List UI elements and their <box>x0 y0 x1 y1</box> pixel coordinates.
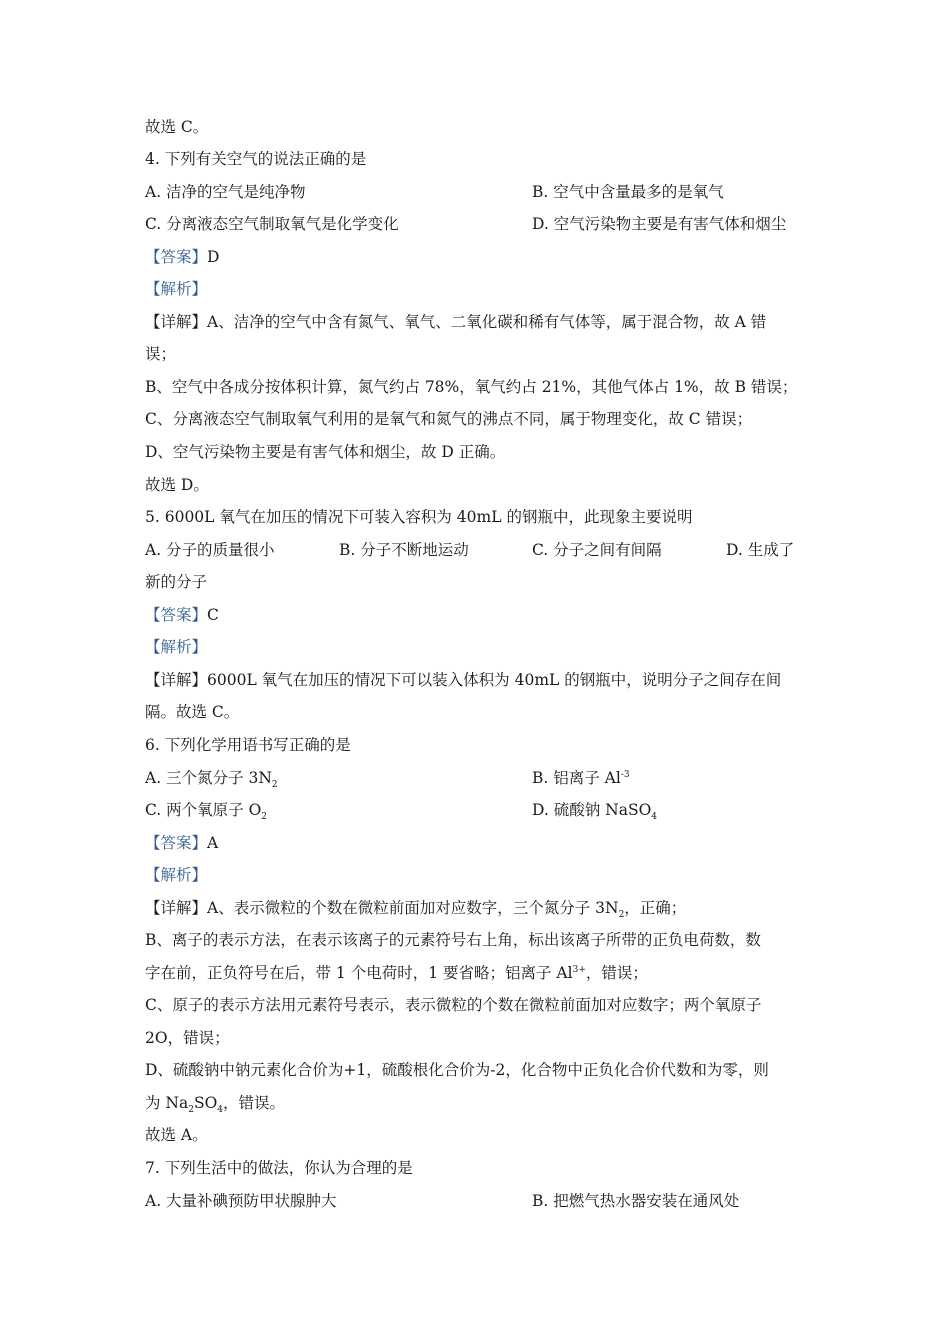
q4-answer <box>145 246 219 268</box>
q5-option-d-continued: 新的分子 <box>145 573 208 591</box>
q5-stem: 5. 6000L 氧气在加压的情况下可装入容积为 40mL 的钢瓶中，此现象主要说明 <box>145 508 693 526</box>
detail-tag: 【详解】 <box>145 671 208 689</box>
detail-text: A、洁净的空气中含有氮气、氧气、二氧化碳和稀有气体等，属于混合物，故 A 错 <box>207 313 767 331</box>
q6-detail-1 <box>145 897 686 919</box>
q5-option-c: C. 分子之间有间隔 <box>532 541 662 559</box>
option-text: B. 铝离子 Al <box>532 769 621 787</box>
subscript: 2 <box>188 1105 194 1116</box>
option-text: C. 两个氧原子 O <box>145 801 262 819</box>
q5-option-a: A. 分子的质量很小 <box>145 541 275 559</box>
q5-option-b: B. 分子不断地运动 <box>339 541 469 559</box>
q6-conclusion: 故选 A。 <box>145 1126 208 1144</box>
q6-detail-3 <box>145 962 648 984</box>
subscript: 2 <box>618 910 625 921</box>
detail-tag: 【详解】 <box>145 899 208 917</box>
detail-text: 为 Na <box>145 1094 189 1112</box>
detail-text: ，错误。 <box>223 1094 286 1112</box>
q5-option-d: D. 生成了 <box>726 541 795 559</box>
detail-text: ，错误； <box>585 964 648 982</box>
answer-tag: 【答案】 <box>145 248 208 266</box>
detail-text: 6000L 氧气在加压的情况下可以装入体积为 40mL 的钢瓶中，说明分子之间存在间 <box>207 671 782 689</box>
q6-detail-5: 2O，错误； <box>145 1029 230 1047</box>
q4-option-a: A. 洁净的空气是纯净物 <box>145 183 306 201</box>
q4-conclusion: 故选 D。 <box>145 476 209 494</box>
answer-value: C <box>207 606 219 624</box>
q7-stem: 7. 下列生活中的做法，你认为合理的是 <box>145 1159 413 1177</box>
q6-stem: 6. 下列化学用语书写正确的是 <box>145 736 351 754</box>
subscript: 4 <box>217 1105 224 1116</box>
q7-option-b: B. 把燃气热水器安装在通风处 <box>532 1192 740 1210</box>
q6-option-c <box>145 799 267 821</box>
detail-text: ，正确； <box>624 899 687 917</box>
q6-option-b <box>532 767 630 789</box>
q6-detail-2: B、离子的表示方法，在表示该离子的元素符号右上角，标出该离子所带的正负电荷数，数 <box>145 931 761 949</box>
detail-text: 字在前，正负符号在后，带 1 个电荷时，1 要省略；铝离子 Al <box>145 964 573 982</box>
answer-tag: 【答案】 <box>145 606 208 624</box>
q7-option-a: A. 大量补碘预防甲状腺肿大 <box>145 1192 337 1210</box>
q6-option-d <box>532 799 657 821</box>
q6-option-a <box>145 767 278 789</box>
q4-analysis-tag: 【解析】 <box>145 280 208 298</box>
q6-detail-7 <box>145 1092 285 1114</box>
detail-tag: 【详解】 <box>145 313 208 331</box>
q4-option-d: D. 空气污染物主要是有害气体和烟尘 <box>532 215 787 233</box>
q4-detail-1 <box>145 311 766 333</box>
answer-value: A <box>207 834 219 852</box>
option-text: A. 三个氮分子 3N <box>145 769 272 787</box>
superscript: 3+ <box>572 964 586 975</box>
q6-answer <box>145 832 218 854</box>
q6-detail-6: D、硫酸钠中钠元素化合价为+1，硫酸根化合价为-2，化合物中正负化合价代数和为零，则 <box>145 1061 769 1079</box>
q4-option-c: C. 分离液态空气制取氧气是化学变化 <box>145 215 399 233</box>
q5-detail-2: 隔。故选 C。 <box>145 703 240 721</box>
detail-text: A、表示微粒的个数在微粒前面加对应数字，三个氮分子 3N <box>207 899 619 917</box>
answer-tag: 【答案】 <box>145 834 208 852</box>
q4-detail-2: 误； <box>145 345 177 363</box>
subscript: 2 <box>271 780 278 791</box>
q4-detail-5: D、空气污染物主要是有害气体和烟尘，故 D 正确。 <box>145 443 506 461</box>
detail-text: SO <box>193 1094 218 1112</box>
q4-detail-4: C、分离液态空气制取氧气利用的是氧气和氮气的沸点不同，属于物理变化，故 C 错误； <box>145 410 753 428</box>
q4-stem: 4. 下列有关空气的说法正确的是 <box>145 150 367 168</box>
superscript: -3 <box>620 769 630 780</box>
option-text: D. 硫酸钠 NaSO <box>532 801 652 819</box>
q5-analysis-tag: 【解析】 <box>145 638 208 656</box>
subscript: 4 <box>651 812 658 823</box>
answer-value: D <box>207 248 220 266</box>
q4-detail-3: B、空气中各成分按体积计算，氮气约占 78%，氧气约占 21%，其他气体占 1%，故 B 错误； <box>145 378 798 396</box>
q3-conclusion: 故选 C。 <box>145 118 209 136</box>
q6-analysis-tag: 【解析】 <box>145 866 208 884</box>
q4-option-b: B. 空气中含量最多的是氧气 <box>532 183 724 201</box>
q5-detail-1 <box>145 669 781 691</box>
subscript: 2 <box>261 812 268 823</box>
q6-detail-4: C、原子的表示方法用元素符号表示，表示微粒的个数在微粒前面加对应数字；两个氧原子 <box>145 996 762 1014</box>
q5-answer <box>145 604 219 626</box>
